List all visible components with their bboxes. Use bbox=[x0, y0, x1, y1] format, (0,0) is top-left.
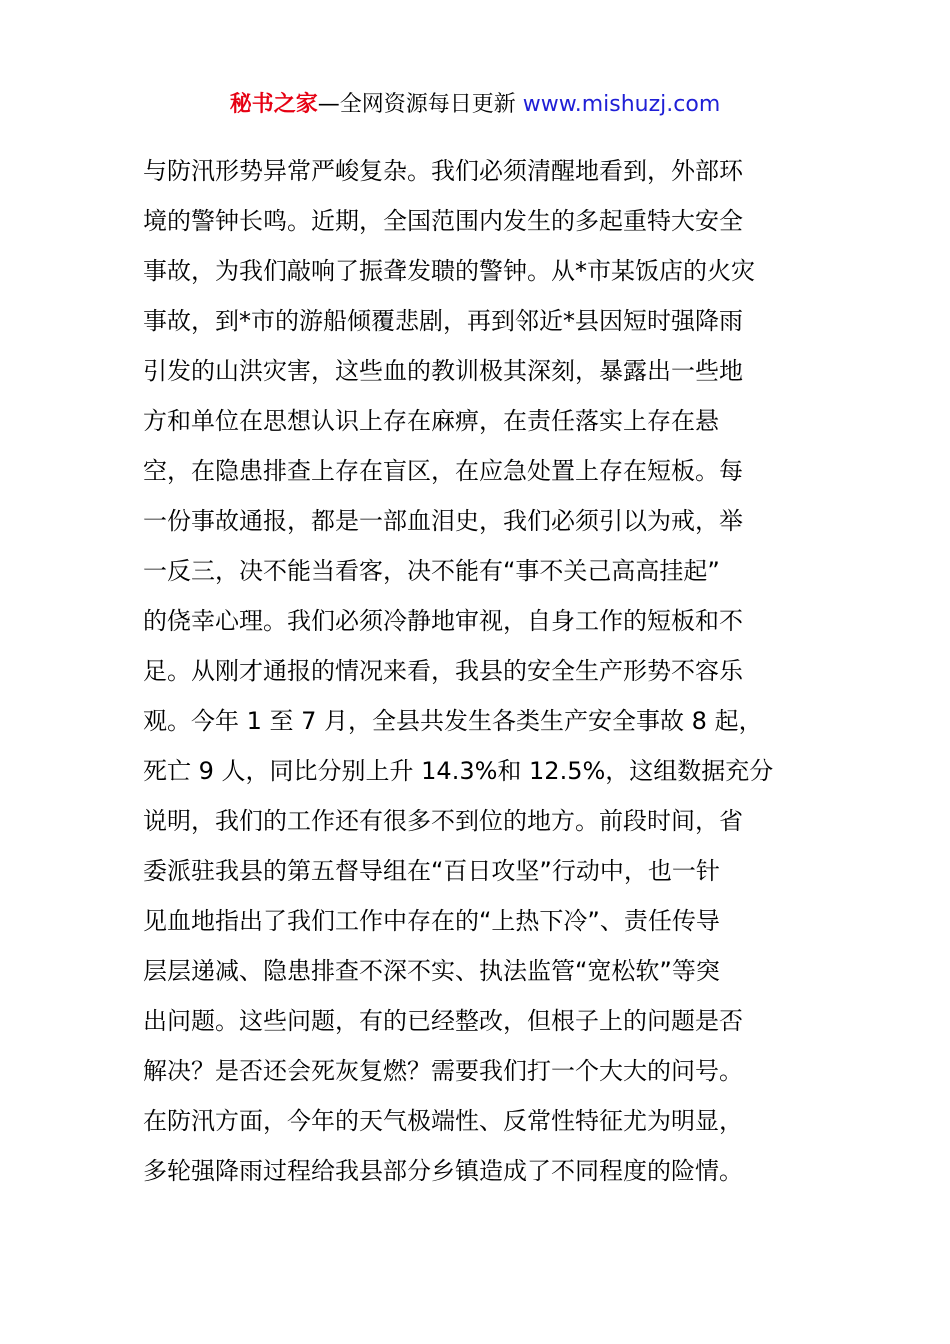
website-link[interactable]: www.mishuzj.com bbox=[522, 92, 721, 117]
text-line: 解决？是否还会死灰复燃？需要我们打一个大大的问号。 bbox=[143, 1057, 743, 1085]
text-line: 死亡 9 人，同比分别上升 14.3%和 12.5%，这组数据充分 bbox=[143, 757, 774, 785]
text-line: 足。从刚才通报的情况来看，我县的安全生产形势不容乐 bbox=[143, 657, 743, 685]
text-line: 观。今年 1 至 7 月，全县共发生各类生产安全事故 8 起， bbox=[143, 707, 763, 735]
text-line: 空，在隐患排查上存在盲区，在应急处置上存在短板。每 bbox=[143, 457, 743, 485]
document-body bbox=[143, 146, 813, 1196]
text-line: 委派驻我县的第五督导组在“百日攻坚”行动中，也一针 bbox=[143, 857, 720, 885]
text-line: 层层递减、隐患排查不深不实、执法监管“宽松软”等突 bbox=[143, 957, 720, 985]
text-line: 境的警钟长鸣。近期，全国范围内发生的多起重特大安全 bbox=[143, 207, 743, 235]
text-line: 引发的山洪灾害，这些血的教训极其深刻，暴露出一些地 bbox=[143, 357, 743, 385]
text-line: 出问题。这些问题，有的已经整改，但根子上的问题是否 bbox=[143, 1007, 743, 1035]
brand-name: 秘书之家 bbox=[229, 92, 318, 117]
text-line: 方和单位在思想认识上存在麻痹，在责任落实上存在悬 bbox=[143, 407, 719, 435]
text-line: 事故，到*市的游船倾覆悲剧，再到邻近*县因短时强降雨 bbox=[143, 307, 743, 335]
text-line: 一份事故通报，都是一部血泪史，我们必须引以为戒，举 bbox=[143, 507, 743, 535]
header-tagline: —全网资源每日更新 bbox=[317, 92, 516, 117]
text-line: 见血地指出了我们工作中存在的“上热下冷”、责任传导 bbox=[143, 907, 720, 935]
page-header bbox=[0, 88, 950, 122]
text-line: 在防汛方面，今年的天气极端性、反常性特征尤为明显， bbox=[143, 1107, 743, 1135]
text-line: 事故，为我们敲响了振聋发聩的警钟。从*市某饭店的火灾 bbox=[143, 257, 755, 285]
text-line: 多轮强降雨过程给我县部分乡镇造成了不同程度的险情。 bbox=[143, 1157, 743, 1185]
text-line: 的侥幸心理。我们必须冷静地审视，自身工作的短板和不 bbox=[143, 607, 743, 635]
text-line: 说明，我们的工作还有很多不到位的地方。前段时间，省 bbox=[143, 807, 743, 835]
text-line: 一反三，决不能当看客，决不能有“事不关己高高挂起” bbox=[143, 557, 720, 585]
text-line: 与防汛形势异常严峻复杂。我们必须清醒地看到，外部环 bbox=[143, 157, 743, 185]
